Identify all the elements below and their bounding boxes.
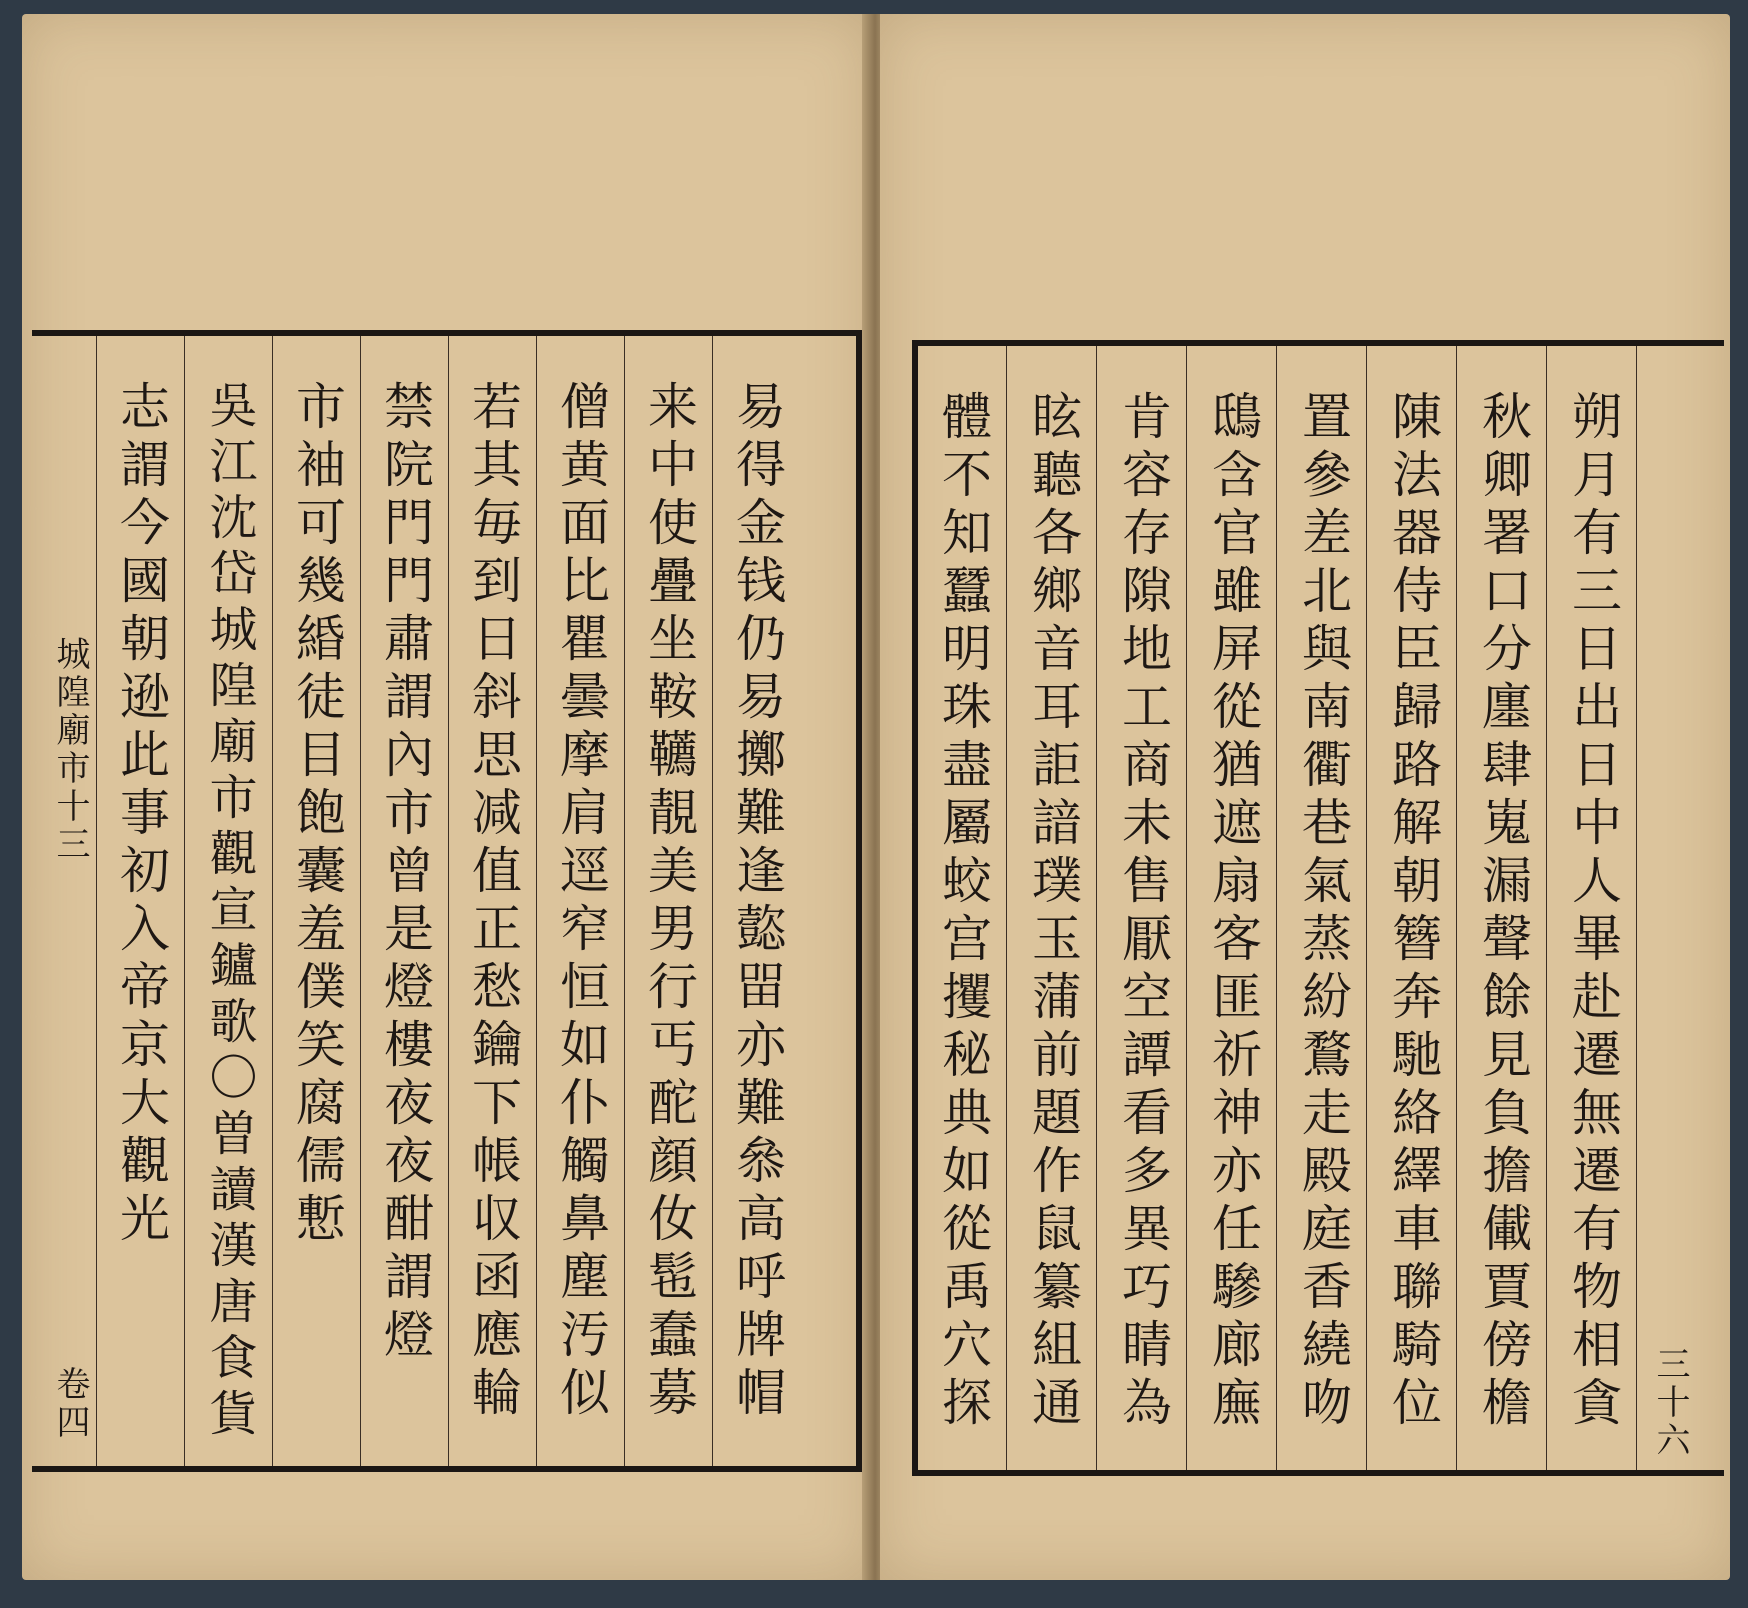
right-col-1: 朔月有三日出日中人畢赴遷無遷有物相貪 xyxy=(1564,390,1622,1434)
left-col-8: 志謂今國朝逊此事初入帝京大觀光 xyxy=(112,380,170,1250)
right-col-7: 眩聽各鄉音耳詎諳璞玉蒲前題作鼠纂組通 xyxy=(1024,390,1082,1434)
left-page xyxy=(22,14,870,1580)
left-text-frame xyxy=(32,330,862,1472)
left-col-4: 若其毎到日斜思减值正愁鑰下帳収函應輪 xyxy=(464,380,522,1424)
right-col-2: 秋卿署口分廛肆嵬漏聲餘見負擔儎賈傍檐 xyxy=(1474,390,1532,1434)
left-col-2: 来中使疊坐鞍韉靚美男行丐酡顔㚢髢蠢募 xyxy=(640,380,698,1424)
folio-number: 三十六 xyxy=(1650,1346,1690,1460)
right-col-5: 鴟含官雖屏從猶遮扇客匪祈神亦任驂廊廡 xyxy=(1204,390,1262,1434)
left-col-6: 市袖可幾緍徒目飽囊羞僕笑腐儒慙 xyxy=(288,380,346,1250)
left-col-1: 易得金钱仍易擲難逢㦤㽞亦難叅高呼牌帽 xyxy=(728,380,786,1424)
margin-title: 城隍廟市十三 xyxy=(50,636,90,864)
left-col-5: 禁院門門肅謂內市曾是燈樓夜夜酣謂燈 xyxy=(376,380,434,1366)
right-col-3: 陳法器侍臣歸路解朝簪奔馳絡繹車聯騎位 xyxy=(1384,390,1442,1434)
right-page xyxy=(880,14,1730,1580)
right-text-frame xyxy=(912,340,1724,1476)
left-col-3: 僧黄面比瞿曇摩肩逕窄恒如仆觸鼻塵汚似 xyxy=(552,380,610,1424)
juan-number: 卷四 xyxy=(50,1366,90,1442)
right-col-8: 體不知蠶明珠盡屬蛟宫攫秘典如從禹穴探 xyxy=(934,390,992,1434)
right-col-4: 置參差北與南衢巷氣蒸紛鶩走殿庭香繞吻 xyxy=(1294,390,1352,1434)
right-col-6: 肯容存隙地工商未售厭空譚看多異巧睛為 xyxy=(1114,390,1172,1434)
left-col-7: 吳江沈岱城隍廟市觀宣鑪歌〇曽讀漢唐食貨 xyxy=(201,380,257,1444)
